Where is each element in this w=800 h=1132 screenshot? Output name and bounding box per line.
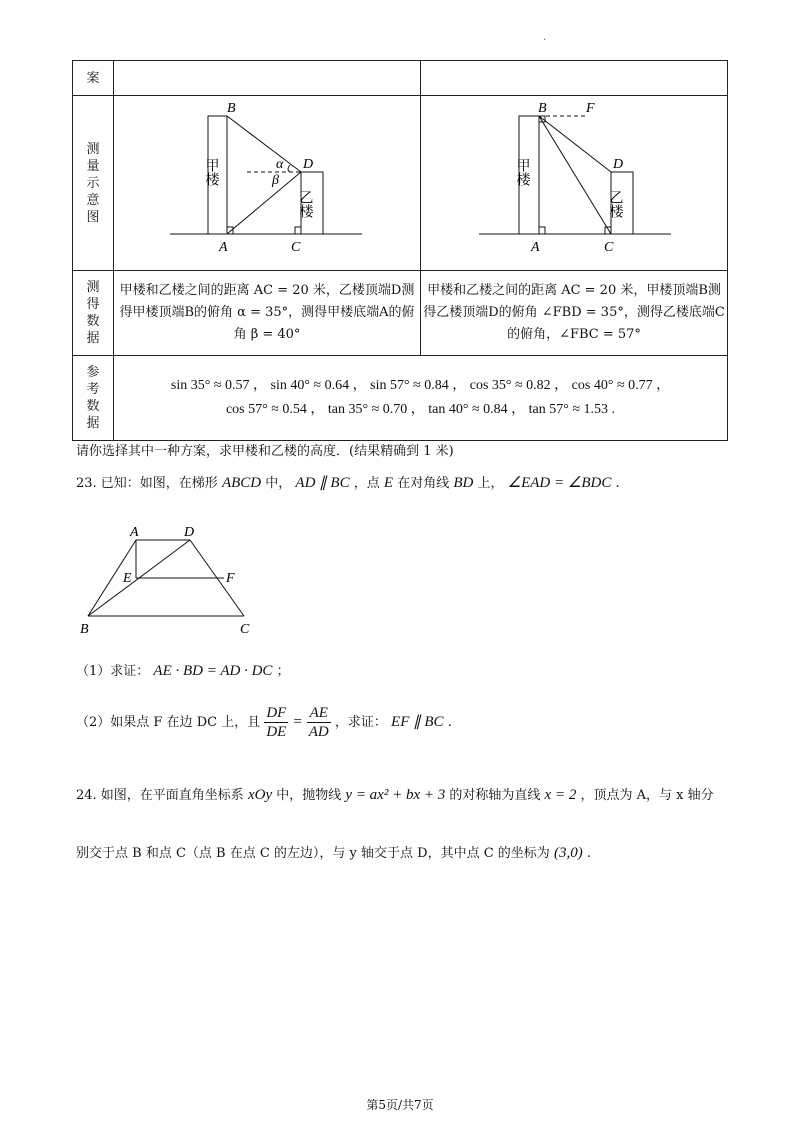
label-alpha: α [276,157,284,172]
label-A: A [130,525,139,540]
part1-equation: AE · BD = AD · DC [153,663,273,679]
q24-line-1: 24. 如图，在平面直角坐标系 xOy 中，抛物线 y = ax² + bx + 3 的对称轴为直线 x = 2 ，顶点为 A，与 x 轴分 [76,787,714,803]
label-C: C [604,240,614,255]
diagonal: BD [453,475,474,491]
label-building-yi: 乙楼 [607,190,623,218]
row-label-reference: 参考数据 [86,365,100,431]
fraction-ae-ad: $\frac{AE}{AD}$ [308,705,329,740]
trapezoid-diagram [76,520,266,638]
figure-cell-2 [421,96,728,271]
parabola-equation: y = ax² + bx + 3 [345,787,446,803]
row-label-measurement: 测得数据 [86,280,100,346]
trapezoid-name: ABCD [221,475,262,491]
measurement-text-2: 甲楼和乙楼之间的距离 AC = 20 米，甲楼顶端B测得乙楼顶端D的俯角 ∠FBD = 35°，测得乙楼底端C的俯角，∠FBC = 57° [421,271,728,356]
figure-cell-1 [114,96,421,271]
coordinate-system: xOy [247,787,273,803]
label-F: F [226,571,235,586]
label-B: B [80,622,89,637]
reference-line-1: sin 35° ≈ 0.57 ， sin 40° ≈ 0.64 ， sin 57° ≈ 0.84 ， cos 35° ≈ 0.82 ， cos 40° ≈ 0.77 ， [170,378,671,393]
plan-table [72,60,728,441]
label-B: B [227,101,236,116]
table-row-measurement [73,271,728,356]
label-beta: β [272,173,279,188]
case-cell-2 [421,61,728,96]
table-row-figure [73,96,728,271]
building-diagram-2 [421,96,733,266]
measurement-text-1: 甲楼和乙楼之间的距离 AC = 20 米，乙楼顶端D测得甲楼顶端B的俯角 α = 35°，测得甲楼底端A的俯角 β = 40° [114,271,421,356]
point-c-coordinate: (3,0) [553,845,583,861]
label-A: A [219,240,228,255]
reference-line-2: cos 57° ≈ 0.54 ， tan 35° ≈ 0.70 ， tan 40° ≈ 0.84 ， tan 57° ≈ 1.53 . [225,402,616,417]
label-building-yi: 乙楼 [297,190,313,218]
axis-of-symmetry: x = 2 [544,787,577,803]
label-B: B [538,101,547,116]
label-C: C [291,240,301,255]
label-D: D [613,157,624,172]
label-building-jia: 甲楼 [514,158,530,186]
case-cell-1 [114,61,421,96]
table-row-reference [73,356,728,441]
reference-data-cell [114,356,728,441]
label-D: D [184,525,195,540]
parallel-condition: AD ∥ BC [295,475,350,491]
q23-part2: （2）如果点 F 在边 DC 上，且 $\frac{DF}{DE}$ = $\frac{AE}{AD}$ ，求证： EF ∥ BC . [76,705,452,740]
angle-condition: ∠EAD = ∠BDC [507,475,612,491]
part2-equation: EF ∥ BC [391,714,444,730]
fraction-df-de: $\frac{DF}{DE}$ [266,705,287,740]
label-C: C [240,622,250,637]
point-e: E [383,475,394,491]
label-D: D [303,157,314,172]
building-diagram-1 [114,96,414,266]
table-row-case [73,61,728,96]
instruction-text: 请你选择其中一种方案，求甲楼和乙楼的高度．(结果精确到 1 米) [76,444,454,459]
header-dot: . [543,32,547,43]
page-number: 第5页/共7页 [366,1098,434,1112]
label-E: E [123,571,132,586]
q23-part1: （1）求证： AE · BD = AD · DC ； [76,663,290,679]
q24-line-2: 别交于点 B 和点 C（点 B 在点 C 的左边），与 y 轴交于点 D，其中点 C 的坐标为 (3,0) . [76,845,591,861]
row-label-figure: 测量示意图 [86,141,100,225]
row-label-case: 案 [73,61,114,96]
label-building-jia: 甲楼 [203,158,219,186]
q23-stem: 23. 已知：如图，在梯形 ABCD 中， AD ∥ BC ，点 E 在对角线 BD 上， ∠EAD = ∠BDC . [76,475,620,491]
label-A: A [531,240,540,255]
label-F: F [586,101,595,116]
